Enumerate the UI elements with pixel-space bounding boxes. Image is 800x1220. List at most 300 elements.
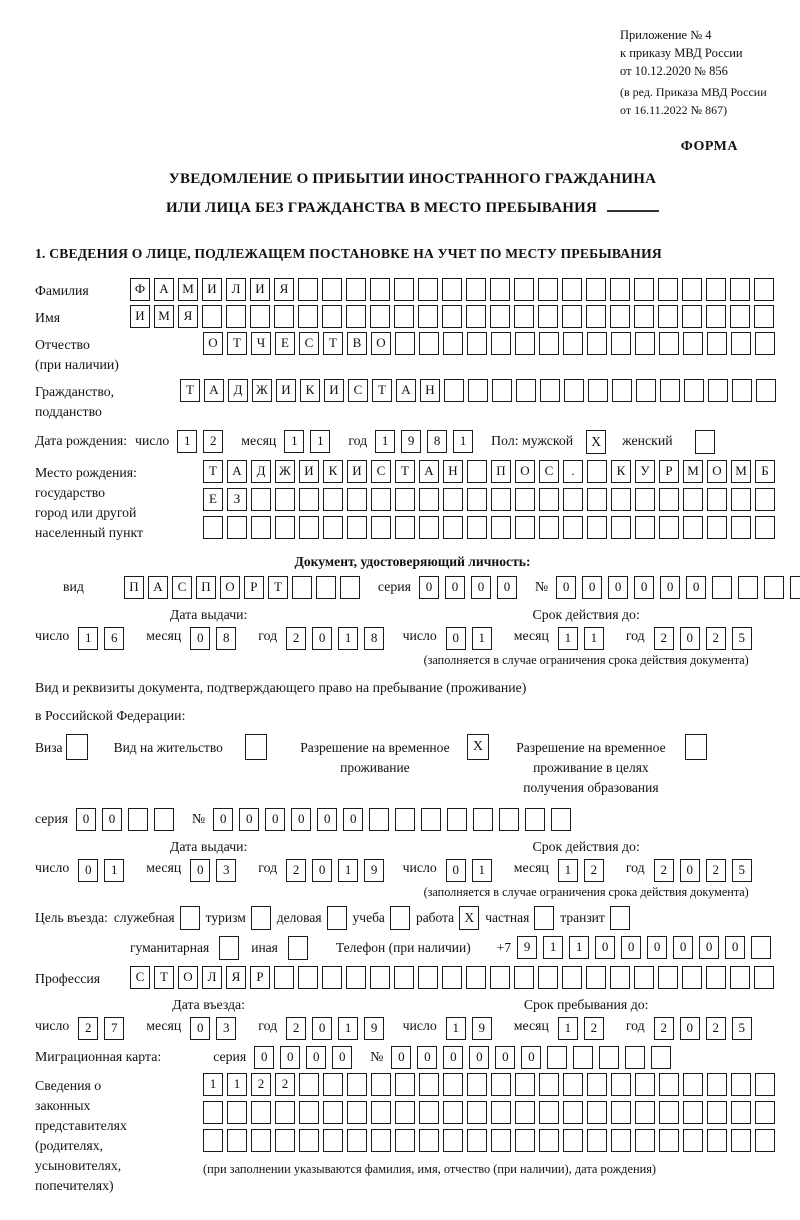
char-box[interactable] [467, 488, 487, 511]
char-box[interactable] [611, 332, 631, 355]
char-box[interactable]: Н [420, 379, 440, 402]
visa-checkbox[interactable] [66, 734, 88, 760]
char-box[interactable] [538, 966, 558, 989]
char-box[interactable]: 0 [446, 859, 466, 882]
char-box[interactable]: 0 [446, 627, 466, 650]
char-box[interactable] [346, 278, 366, 301]
char-box[interactable] [683, 1101, 703, 1124]
char-box[interactable]: Н [443, 460, 463, 483]
char-box[interactable] [731, 516, 751, 539]
char-box[interactable] [539, 332, 559, 355]
char-box[interactable]: Я [274, 278, 294, 301]
char-box[interactable] [586, 278, 606, 301]
char-box[interactable]: 0 [78, 859, 98, 882]
char-box[interactable] [563, 1073, 583, 1096]
char-box[interactable] [684, 379, 704, 402]
char-box[interactable] [369, 808, 389, 831]
char-box[interactable] [443, 332, 463, 355]
char-box[interactable] [443, 488, 463, 511]
char-box[interactable]: 0 [673, 936, 693, 959]
char-box[interactable]: 1 [584, 627, 604, 650]
char-box[interactable]: М [178, 278, 198, 301]
char-box[interactable]: 1 [472, 627, 492, 650]
char-box[interactable]: 0 [102, 808, 122, 831]
char-box[interactable]: Т [268, 576, 288, 599]
char-box[interactable]: К [300, 379, 320, 402]
char-box[interactable]: 1 [375, 430, 395, 453]
char-box[interactable] [660, 379, 680, 402]
char-box[interactable] [731, 332, 751, 355]
char-box[interactable]: Ж [275, 460, 295, 483]
char-box[interactable] [755, 1073, 775, 1096]
char-box[interactable] [442, 305, 462, 328]
char-box[interactable] [756, 379, 776, 402]
char-box[interactable]: 1 [338, 859, 358, 882]
char-box[interactable]: Т [227, 332, 247, 355]
char-box[interactable] [755, 516, 775, 539]
purpose-business-checkbox[interactable] [327, 906, 347, 930]
char-box[interactable] [683, 488, 703, 511]
char-box[interactable]: П [124, 576, 144, 599]
char-box[interactable]: 0 [495, 1046, 515, 1069]
char-box[interactable] [395, 488, 415, 511]
char-box[interactable] [490, 305, 510, 328]
char-box[interactable] [586, 305, 606, 328]
char-box[interactable] [322, 305, 342, 328]
char-box[interactable] [418, 278, 438, 301]
char-box[interactable] [635, 1101, 655, 1124]
char-box[interactable]: С [299, 332, 319, 355]
char-box[interactable]: И [276, 379, 296, 402]
char-box[interactable] [634, 278, 654, 301]
char-box[interactable]: 2 [251, 1073, 271, 1096]
temp-residence-checkbox[interactable]: X [467, 734, 489, 760]
char-box[interactable] [731, 1101, 751, 1124]
char-box[interactable]: З [227, 488, 247, 511]
char-box[interactable] [322, 278, 342, 301]
char-box[interactable]: 3 [216, 1017, 236, 1040]
char-box[interactable]: 0 [595, 936, 615, 959]
char-box[interactable] [708, 379, 728, 402]
char-box[interactable] [443, 1129, 463, 1152]
char-box[interactable]: 2 [584, 859, 604, 882]
char-box[interactable] [539, 1073, 559, 1096]
char-box[interactable]: 2 [654, 859, 674, 882]
char-box[interactable]: П [196, 576, 216, 599]
char-box[interactable]: 2 [286, 859, 306, 882]
char-box[interactable] [707, 1129, 727, 1152]
char-box[interactable]: В [347, 332, 367, 355]
char-box[interactable] [251, 1101, 271, 1124]
char-box[interactable] [712, 576, 732, 599]
char-box[interactable] [634, 305, 654, 328]
char-box[interactable]: 0 [443, 1046, 463, 1069]
char-box[interactable] [659, 1073, 679, 1096]
char-box[interactable] [515, 516, 535, 539]
char-box[interactable] [731, 1129, 751, 1152]
char-box[interactable] [395, 332, 415, 355]
char-box[interactable]: 1 [203, 1073, 223, 1096]
char-box[interactable]: Ф [130, 278, 150, 301]
char-box[interactable]: 0 [190, 859, 210, 882]
char-box[interactable] [514, 305, 534, 328]
char-box[interactable] [419, 1129, 439, 1152]
char-box[interactable]: М [731, 460, 751, 483]
char-box[interactable] [466, 966, 486, 989]
char-box[interactable] [563, 488, 583, 511]
char-box[interactable]: Е [203, 488, 223, 511]
char-box[interactable] [419, 1073, 439, 1096]
char-box[interactable] [346, 966, 366, 989]
char-box[interactable] [539, 516, 559, 539]
char-box[interactable] [611, 516, 631, 539]
char-box[interactable] [467, 1129, 487, 1152]
char-box[interactable] [682, 966, 702, 989]
char-box[interactable]: 0 [419, 576, 439, 599]
char-box[interactable]: 5 [732, 627, 752, 650]
char-box[interactable] [731, 1073, 751, 1096]
char-box[interactable] [611, 1101, 631, 1124]
char-box[interactable] [347, 1129, 367, 1152]
char-box[interactable] [323, 1129, 343, 1152]
char-box[interactable]: 0 [699, 936, 719, 959]
purpose-study-checkbox[interactable] [390, 906, 410, 930]
char-box[interactable]: П [491, 460, 511, 483]
char-box[interactable]: 2 [286, 1017, 306, 1040]
char-box[interactable] [491, 488, 511, 511]
char-box[interactable]: Я [178, 305, 198, 328]
char-box[interactable]: И [347, 460, 367, 483]
char-box[interactable] [298, 305, 318, 328]
char-box[interactable] [395, 1073, 415, 1096]
char-box[interactable] [539, 1101, 559, 1124]
char-box[interactable] [298, 278, 318, 301]
char-box[interactable] [540, 379, 560, 402]
char-box[interactable] [394, 305, 414, 328]
char-box[interactable]: 1 [310, 430, 330, 453]
char-box[interactable]: 0 [343, 808, 363, 831]
char-box[interactable]: С [371, 460, 391, 483]
char-box[interactable] [395, 1129, 415, 1152]
char-box[interactable] [683, 516, 703, 539]
char-box[interactable] [659, 488, 679, 511]
char-box[interactable] [323, 1101, 343, 1124]
char-box[interactable] [515, 332, 535, 355]
char-box[interactable] [625, 1046, 645, 1069]
char-box[interactable] [563, 1101, 583, 1124]
char-box[interactable] [587, 516, 607, 539]
char-box[interactable] [707, 332, 727, 355]
char-box[interactable]: Т [372, 379, 392, 402]
char-box[interactable]: 5 [732, 859, 752, 882]
char-box[interactable] [371, 488, 391, 511]
char-box[interactable] [730, 278, 750, 301]
char-box[interactable] [635, 1073, 655, 1096]
char-box[interactable]: О [220, 576, 240, 599]
char-box[interactable] [443, 1073, 463, 1096]
char-box[interactable] [634, 966, 654, 989]
char-box[interactable] [658, 278, 678, 301]
char-box[interactable] [323, 516, 343, 539]
char-box[interactable]: О [515, 460, 535, 483]
residence-permit-checkbox[interactable] [245, 734, 267, 760]
char-box[interactable] [468, 379, 488, 402]
char-box[interactable]: Я [226, 966, 246, 989]
char-box[interactable] [467, 516, 487, 539]
char-box[interactable]: Р [659, 460, 679, 483]
purpose-tourism-checkbox[interactable] [251, 906, 271, 930]
char-box[interactable]: Р [244, 576, 264, 599]
char-box[interactable] [371, 516, 391, 539]
char-box[interactable] [587, 460, 607, 483]
char-box[interactable]: 0 [312, 859, 332, 882]
char-box[interactable] [610, 966, 630, 989]
char-box[interactable] [371, 1129, 391, 1152]
char-box[interactable]: 0 [280, 1046, 300, 1069]
char-box[interactable] [340, 576, 360, 599]
char-box[interactable] [274, 966, 294, 989]
char-box[interactable] [419, 488, 439, 511]
char-box[interactable] [275, 488, 295, 511]
char-box[interactable] [154, 808, 174, 831]
char-box[interactable]: 1 [104, 859, 124, 882]
char-box[interactable] [444, 379, 464, 402]
char-box[interactable] [515, 1073, 535, 1096]
purpose-transit-checkbox[interactable] [610, 906, 630, 930]
char-box[interactable] [299, 1073, 319, 1096]
char-box[interactable]: 8 [216, 627, 236, 650]
char-box[interactable] [730, 966, 750, 989]
char-box[interactable]: И [299, 460, 319, 483]
char-box[interactable]: 2 [286, 627, 306, 650]
char-box[interactable] [251, 1129, 271, 1152]
char-box[interactable]: Т [203, 460, 223, 483]
char-box[interactable]: 3 [216, 859, 236, 882]
char-box[interactable]: А [154, 278, 174, 301]
char-box[interactable] [706, 278, 726, 301]
char-box[interactable]: 0 [608, 576, 628, 599]
char-box[interactable] [299, 1129, 319, 1152]
char-box[interactable] [515, 1101, 535, 1124]
char-box[interactable] [651, 1046, 671, 1069]
char-box[interactable]: 2 [706, 859, 726, 882]
char-box[interactable]: О [707, 460, 727, 483]
char-box[interactable] [491, 1129, 511, 1152]
char-box[interactable] [227, 1101, 247, 1124]
char-box[interactable] [707, 1073, 727, 1096]
char-box[interactable] [203, 516, 223, 539]
char-box[interactable] [730, 305, 750, 328]
char-box[interactable] [755, 488, 775, 511]
char-box[interactable] [683, 1129, 703, 1152]
char-box[interactable] [514, 966, 534, 989]
char-box[interactable] [683, 1073, 703, 1096]
char-box[interactable]: 0 [445, 576, 465, 599]
char-box[interactable] [466, 278, 486, 301]
gender-female-checkbox[interactable] [695, 430, 715, 454]
char-box[interactable]: 0 [556, 576, 576, 599]
char-box[interactable]: Т [395, 460, 415, 483]
char-box[interactable] [371, 1101, 391, 1124]
char-box[interactable] [755, 332, 775, 355]
char-box[interactable] [203, 1101, 223, 1124]
char-box[interactable]: 1 [338, 1017, 358, 1040]
char-box[interactable] [659, 332, 679, 355]
char-box[interactable] [515, 1129, 535, 1152]
char-box[interactable] [226, 305, 246, 328]
char-box[interactable] [202, 305, 222, 328]
char-box[interactable]: 9 [472, 1017, 492, 1040]
char-box[interactable] [707, 1101, 727, 1124]
char-box[interactable] [562, 305, 582, 328]
char-box[interactable] [323, 1073, 343, 1096]
gender-male-checkbox[interactable]: X [586, 430, 606, 454]
char-box[interactable]: И [324, 379, 344, 402]
char-box[interactable] [587, 1129, 607, 1152]
char-box[interactable]: 0 [725, 936, 745, 959]
char-box[interactable] [707, 516, 727, 539]
char-box[interactable] [447, 808, 467, 831]
char-box[interactable] [251, 516, 271, 539]
char-box[interactable] [764, 576, 784, 599]
char-box[interactable] [346, 305, 366, 328]
char-box[interactable] [551, 808, 571, 831]
char-box[interactable]: О [203, 332, 223, 355]
char-box[interactable] [538, 305, 558, 328]
char-box[interactable]: 1 [558, 1017, 578, 1040]
char-box[interactable]: 2 [78, 1017, 98, 1040]
char-box[interactable]: К [323, 460, 343, 483]
char-box[interactable] [587, 1101, 607, 1124]
char-box[interactable] [490, 278, 510, 301]
char-box[interactable] [298, 966, 318, 989]
char-box[interactable] [128, 808, 148, 831]
char-box[interactable]: О [178, 966, 198, 989]
char-box[interactable] [732, 379, 752, 402]
char-box[interactable] [514, 278, 534, 301]
char-box[interactable] [419, 332, 439, 355]
char-box[interactable] [394, 966, 414, 989]
char-box[interactable]: . [563, 460, 583, 483]
char-box[interactable]: К [611, 460, 631, 483]
char-box[interactable] [299, 516, 319, 539]
char-box[interactable] [682, 278, 702, 301]
char-box[interactable] [612, 379, 632, 402]
char-box[interactable]: С [172, 576, 192, 599]
char-box[interactable]: М [683, 460, 703, 483]
char-box[interactable] [707, 488, 727, 511]
purpose-humanitarian-checkbox[interactable] [219, 936, 239, 960]
char-box[interactable]: А [148, 576, 168, 599]
char-box[interactable]: 9 [517, 936, 537, 959]
char-box[interactable]: Т [180, 379, 200, 402]
char-box[interactable]: 8 [364, 627, 384, 650]
char-box[interactable]: 0 [660, 576, 680, 599]
char-box[interactable]: 7 [104, 1017, 124, 1040]
char-box[interactable] [299, 1101, 319, 1124]
char-box[interactable] [790, 576, 800, 599]
char-box[interactable]: Б [755, 460, 775, 483]
char-box[interactable] [635, 516, 655, 539]
char-box[interactable] [659, 1129, 679, 1152]
char-box[interactable]: 0 [254, 1046, 274, 1069]
char-box[interactable] [563, 332, 583, 355]
purpose-other-checkbox[interactable] [288, 936, 308, 960]
char-box[interactable]: 0 [686, 576, 706, 599]
char-box[interactable]: 0 [680, 627, 700, 650]
char-box[interactable] [636, 379, 656, 402]
char-box[interactable] [682, 305, 702, 328]
char-box[interactable]: С [539, 460, 559, 483]
char-box[interactable]: А [204, 379, 224, 402]
char-box[interactable]: Е [275, 332, 295, 355]
char-box[interactable]: 0 [317, 808, 337, 831]
char-box[interactable] [467, 1073, 487, 1096]
char-box[interactable] [611, 1073, 631, 1096]
char-box[interactable] [491, 1073, 511, 1096]
char-box[interactable] [658, 966, 678, 989]
char-box[interactable]: 0 [680, 1017, 700, 1040]
char-box[interactable] [466, 305, 486, 328]
char-box[interactable]: У [635, 460, 655, 483]
purpose-work-checkbox[interactable]: X [459, 906, 479, 930]
char-box[interactable]: Л [226, 278, 246, 301]
char-box[interactable]: А [227, 460, 247, 483]
char-box[interactable] [525, 808, 545, 831]
char-box[interactable] [418, 966, 438, 989]
char-box[interactable]: 0 [76, 808, 96, 831]
char-box[interactable] [227, 1129, 247, 1152]
char-box[interactable] [274, 305, 294, 328]
char-box[interactable]: 9 [364, 1017, 384, 1040]
char-box[interactable]: 1 [558, 627, 578, 650]
char-box[interactable] [251, 488, 271, 511]
char-box[interactable] [442, 966, 462, 989]
char-box[interactable]: 0 [680, 859, 700, 882]
char-box[interactable]: 0 [391, 1046, 411, 1069]
char-box[interactable] [347, 1073, 367, 1096]
char-box[interactable]: 1 [446, 1017, 466, 1040]
char-box[interactable]: 1 [558, 859, 578, 882]
char-box[interactable]: 2 [275, 1073, 295, 1096]
purpose-official-checkbox[interactable] [180, 906, 200, 930]
char-box[interactable]: 0 [306, 1046, 326, 1069]
char-box[interactable]: Т [154, 966, 174, 989]
char-box[interactable] [275, 1129, 295, 1152]
char-box[interactable] [395, 1101, 415, 1124]
char-box[interactable]: 6 [104, 627, 124, 650]
char-box[interactable] [347, 488, 367, 511]
char-box[interactable] [490, 966, 510, 989]
char-box[interactable]: 1 [338, 627, 358, 650]
char-box[interactable] [731, 488, 751, 511]
char-box[interactable]: 0 [417, 1046, 437, 1069]
char-box[interactable] [370, 278, 390, 301]
char-box[interactable]: 0 [312, 627, 332, 650]
char-box[interactable] [250, 305, 270, 328]
char-box[interactable] [587, 1073, 607, 1096]
char-box[interactable]: 9 [364, 859, 384, 882]
char-box[interactable]: 1 [78, 627, 98, 650]
char-box[interactable] [755, 1129, 775, 1152]
char-box[interactable]: 0 [190, 1017, 210, 1040]
char-box[interactable]: 1 [453, 430, 473, 453]
char-box[interactable] [323, 488, 343, 511]
char-box[interactable]: 0 [312, 1017, 332, 1040]
char-box[interactable]: 0 [582, 576, 602, 599]
char-box[interactable]: Д [228, 379, 248, 402]
char-box[interactable] [547, 1046, 567, 1069]
